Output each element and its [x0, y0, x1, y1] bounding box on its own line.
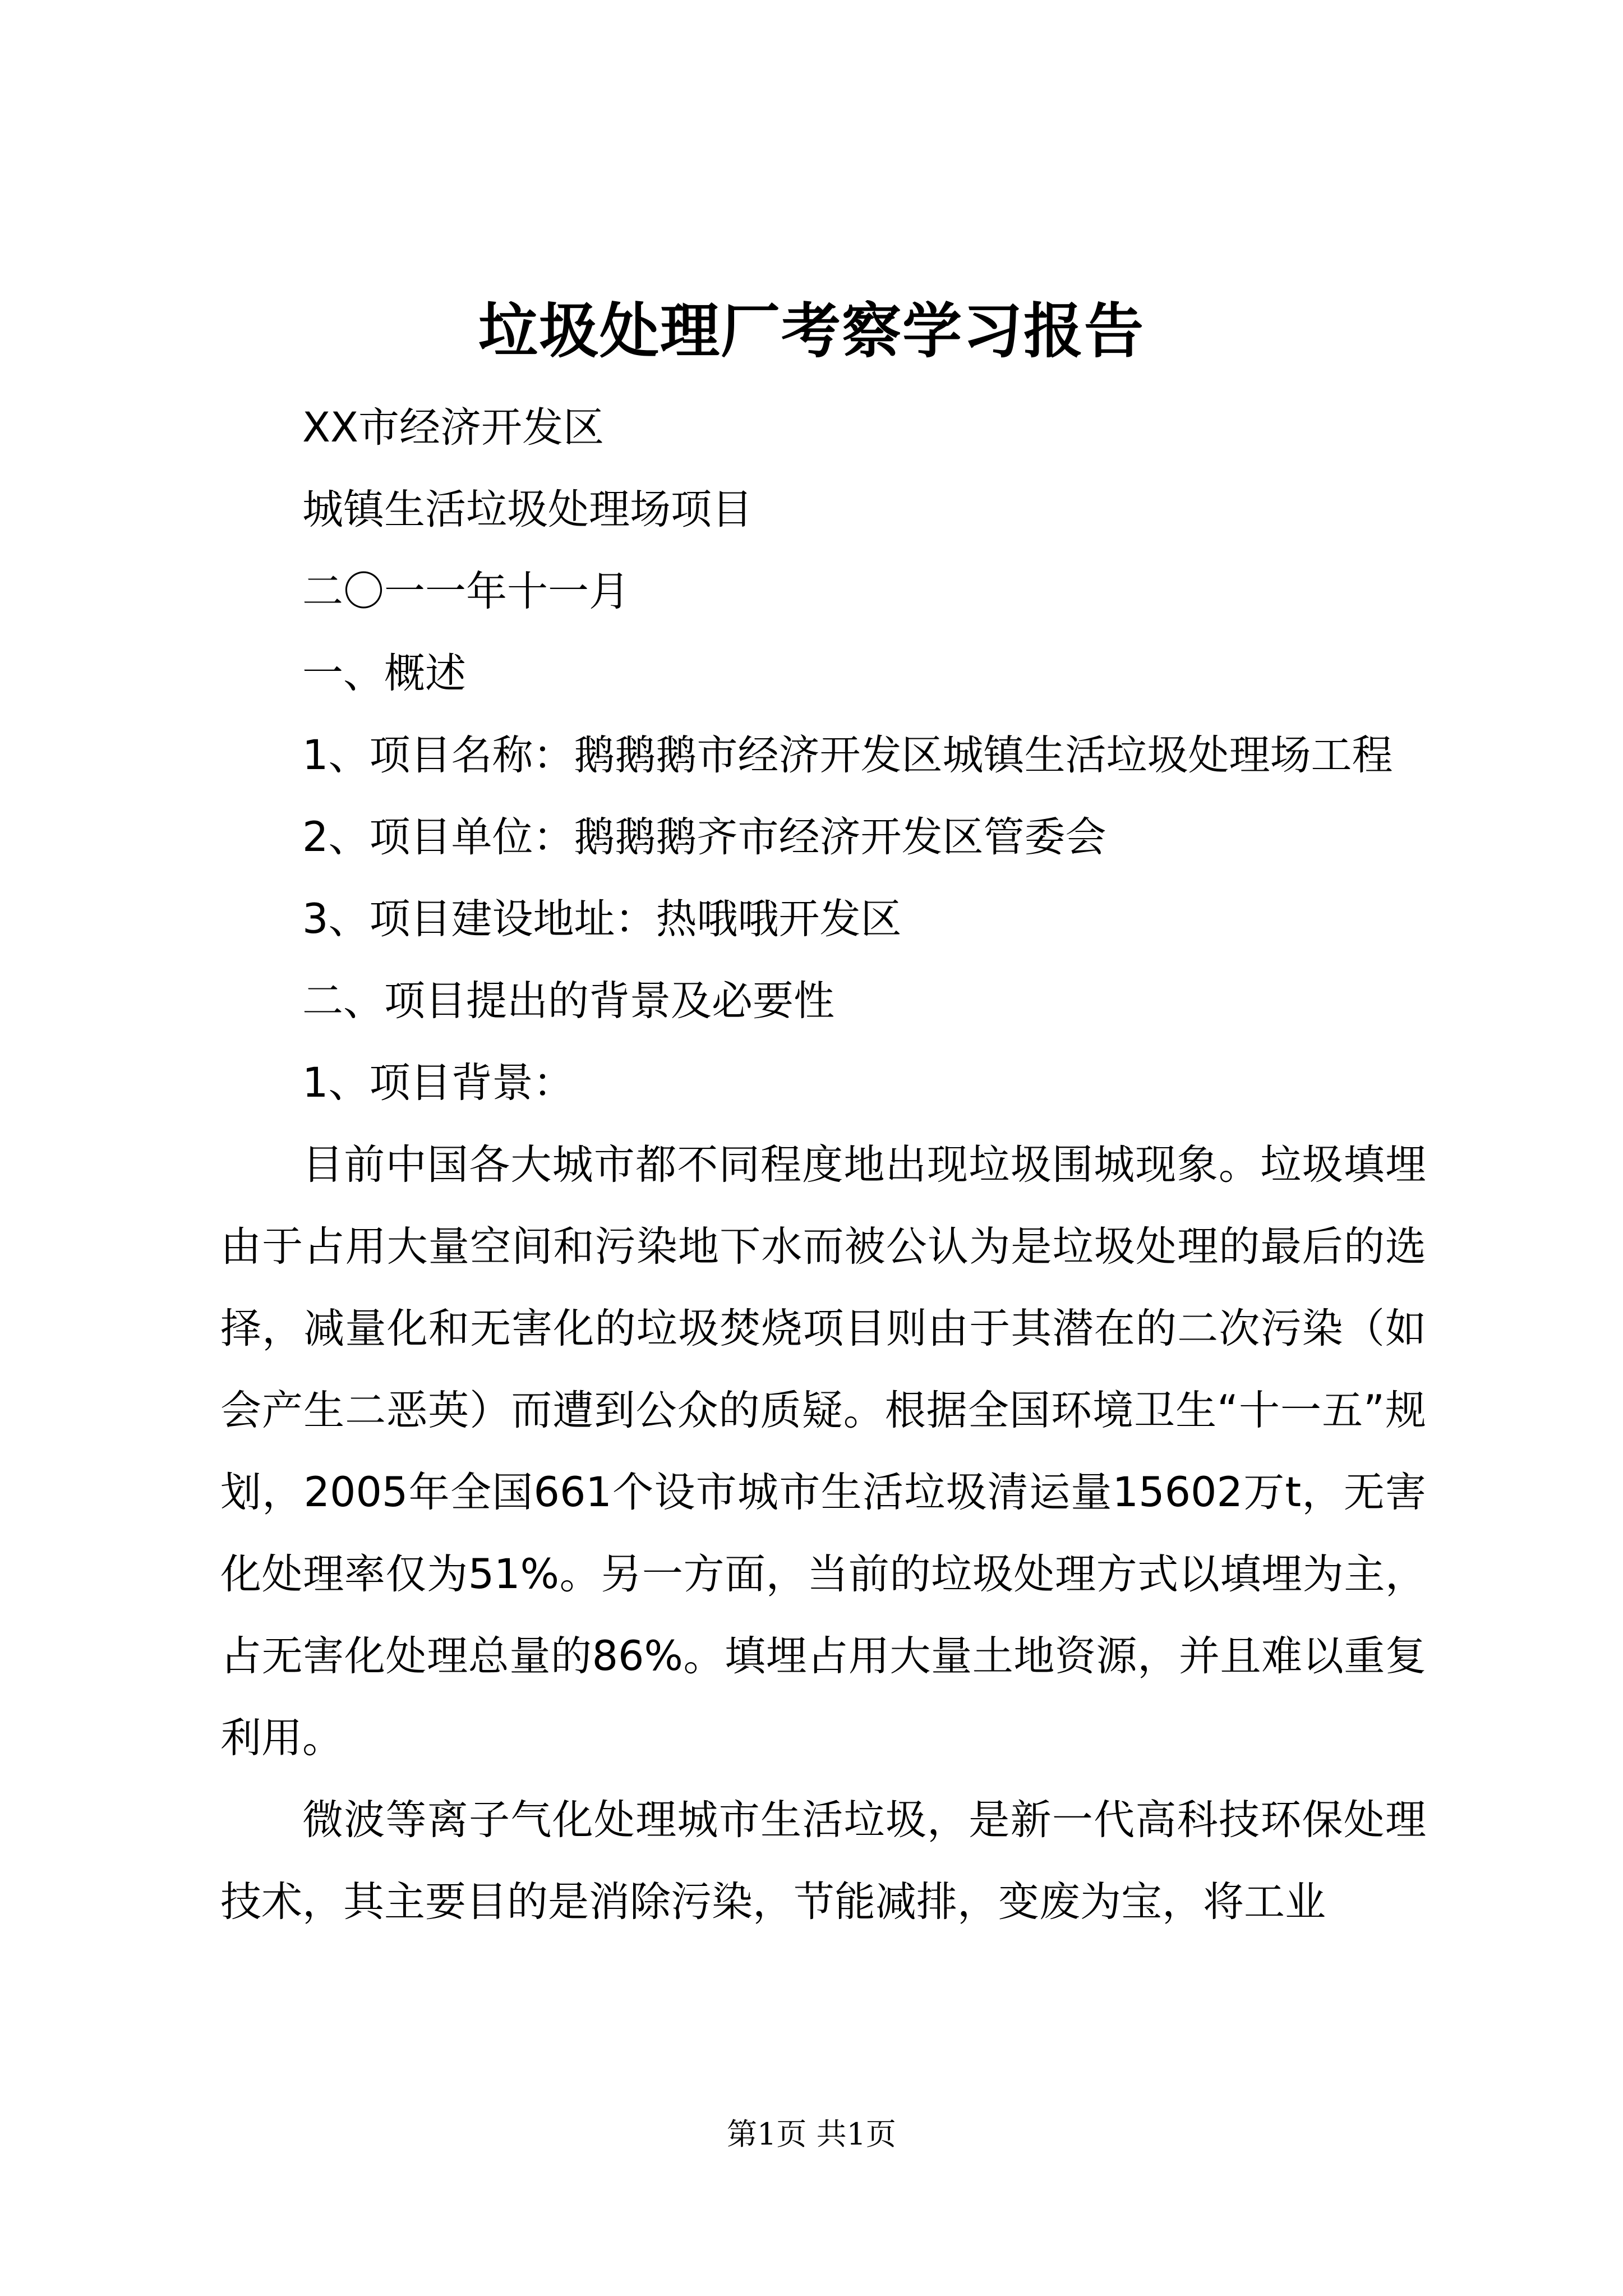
subheading-background: 1、项目背景：: [302, 1059, 574, 1107]
section-heading-overview: 一、概述: [302, 650, 466, 697]
document-title: 垃圾处理厂考察学习报告: [478, 296, 1145, 366]
paragraph-item-3: 3、项目建设地址：热哦哦开发区: [302, 895, 902, 943]
document-body: [220, 387, 1426, 1943]
paragraph-project-name: 城镇生活垃圾处理场项目: [302, 486, 753, 533]
paragraph-date: 二〇一一年十一月: [302, 568, 630, 615]
paragraph-microwave-plasma: 微波等离子气化处理城市生活垃圾，是新一代高科技环保处理技术，其主要目的是消除污染，节能减排，变废为宝，将工业: [220, 1796, 1426, 1926]
paragraph-item-1: 1、项目名称：鹅鹅鹅市经济开发区城镇生活垃圾处理场工程: [302, 731, 1393, 779]
paragraph-background-body: 目前中国各大城市都不同程度地出现垃圾围城现象。垃圾填埋由于占用大量空间和污染地下水而被公认为是垃圾处理的最后的选择，减量化和无害化的垃圾焚烧项目则由于其潜在的二次污染（如会产生二恶英）而遭到公众的质疑。根据全国环境卫生“十一五”规划，2005年全国661个设市城市生活垃圾清运量15602万t，无害化处理率仅为51%。另一方面，当前的垃圾处理方式以填埋为主，占无害化处理总量的86%。填埋占用大量土地资源，并且难以重复利用。: [220, 1141, 1426, 1762]
page-footer: 第1页 共1页: [727, 2116, 896, 2152]
paragraph-district: XX市经济开发区: [302, 404, 605, 452]
section-heading-background: 二、项目提出的背景及必要性: [302, 977, 834, 1025]
paragraph-item-2: 2、项目单位：鹅鹅鹅齐市经济开发区管委会: [302, 813, 1106, 861]
